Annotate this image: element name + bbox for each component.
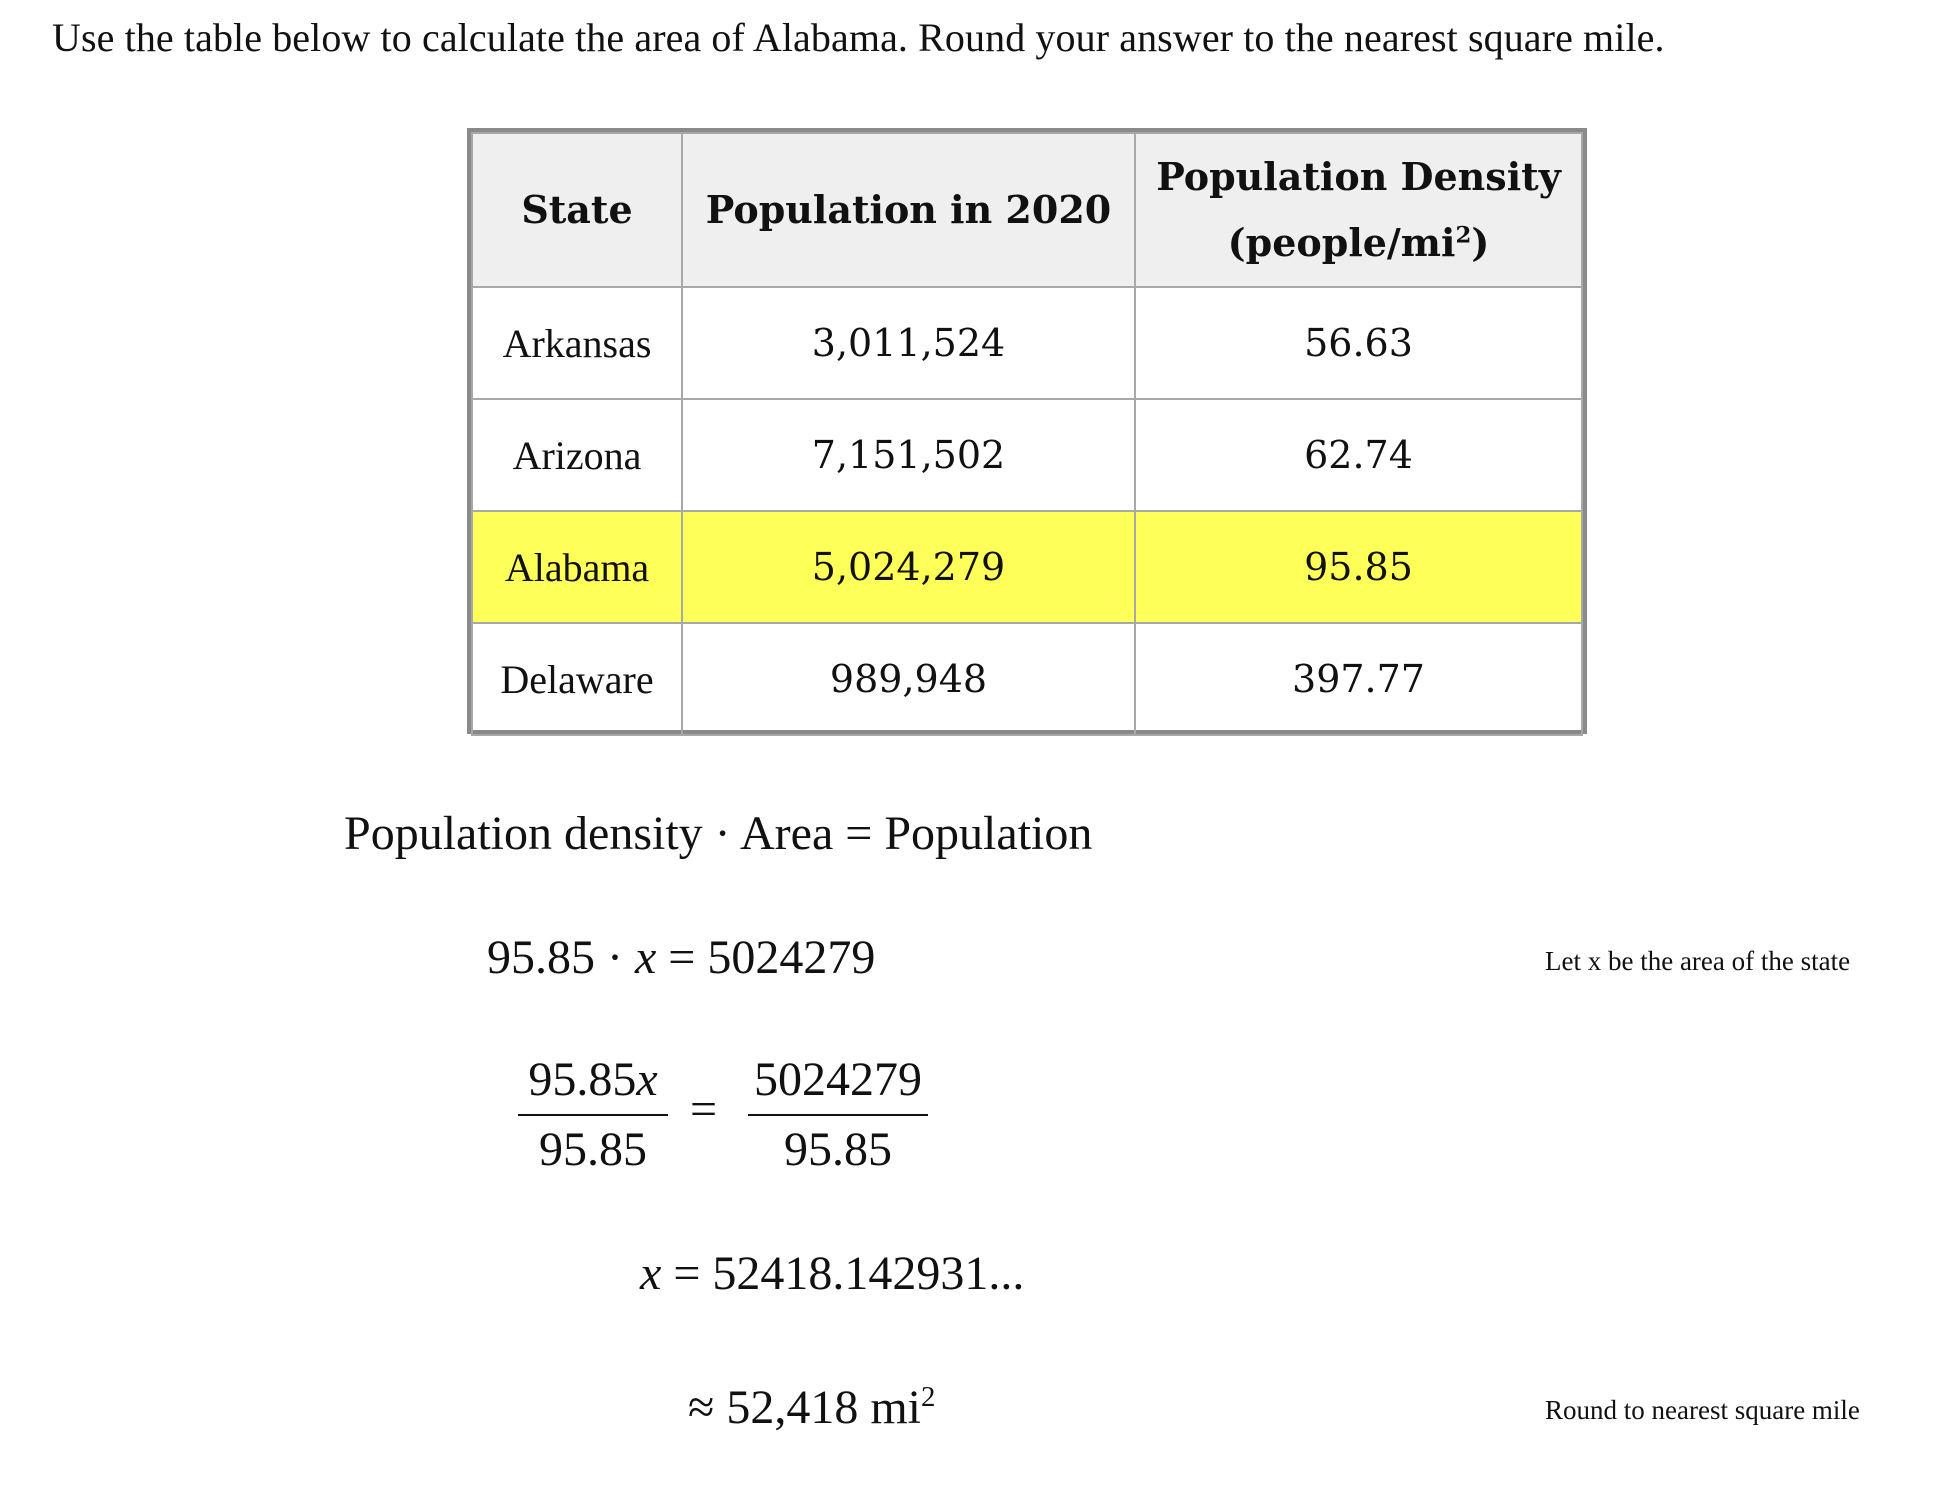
formula-right: Population [884, 807, 1093, 860]
table-row [472, 399, 1582, 511]
header-state: State [472, 133, 682, 287]
header-density-line1: Population Density [1156, 154, 1561, 200]
formula-dot: · [714, 807, 731, 860]
formula-left: Population density [344, 807, 703, 860]
fraction-left [518, 1052, 668, 1178]
cell-population: 3,011,524 [682, 287, 1135, 399]
population-table [467, 128, 1587, 734]
header-density-line2: $(people/mi^2)$ [1227, 219, 1490, 265]
cell-density: 56.63 [1135, 287, 1582, 399]
cell-density: 62.74 [1135, 399, 1582, 511]
table-header-row [472, 133, 1582, 287]
table-row [472, 623, 1582, 735]
data-table [471, 132, 1583, 736]
fraction-equals: = [690, 1083, 718, 1136]
cell-state: Arkansas [472, 287, 682, 399]
formula-line [344, 806, 1092, 861]
cell-population: 989,948 [682, 623, 1135, 735]
formula-mid: Area [740, 807, 834, 860]
fraction-left-numerator: 95.85x [518, 1052, 668, 1116]
cell-state: Delaware [472, 623, 682, 735]
fraction-right [748, 1052, 928, 1178]
fraction-right-denominator: 95.85 [784, 1123, 892, 1176]
cell-state: Alabama [472, 511, 682, 623]
formula-eq: = [845, 807, 873, 860]
cell-population: 5,024,279 [682, 511, 1135, 623]
note-let-x: Let x be the area of the state [1545, 946, 1851, 976]
cell-state: Arizona [472, 399, 682, 511]
cell-population: 7,151,502 [682, 399, 1135, 511]
fraction-right-numerator: 5024279 [748, 1052, 928, 1116]
fraction-left-denominator: 95.85 [539, 1123, 647, 1176]
cell-density: 397.77 [1135, 623, 1582, 735]
result-line: x = 52418.142931... [640, 1247, 1025, 1300]
table-row [472, 511, 1582, 623]
table-row [472, 287, 1582, 399]
header-population: Population in 2020 [682, 133, 1135, 287]
note-round: Round to nearest square mile [1545, 1395, 1860, 1425]
problem-prompt: Use the table below to calculate the area of Alabama. Round your answer to the nearest square mile. [52, 15, 1665, 60]
rounded-answer: ≈ 52,418 $mi^2$ [688, 1381, 936, 1434]
equation-1: 95.85 · x = 5024279 [487, 931, 876, 984]
header-density [1135, 133, 1582, 287]
cell-density: 95.85 [1135, 511, 1582, 623]
